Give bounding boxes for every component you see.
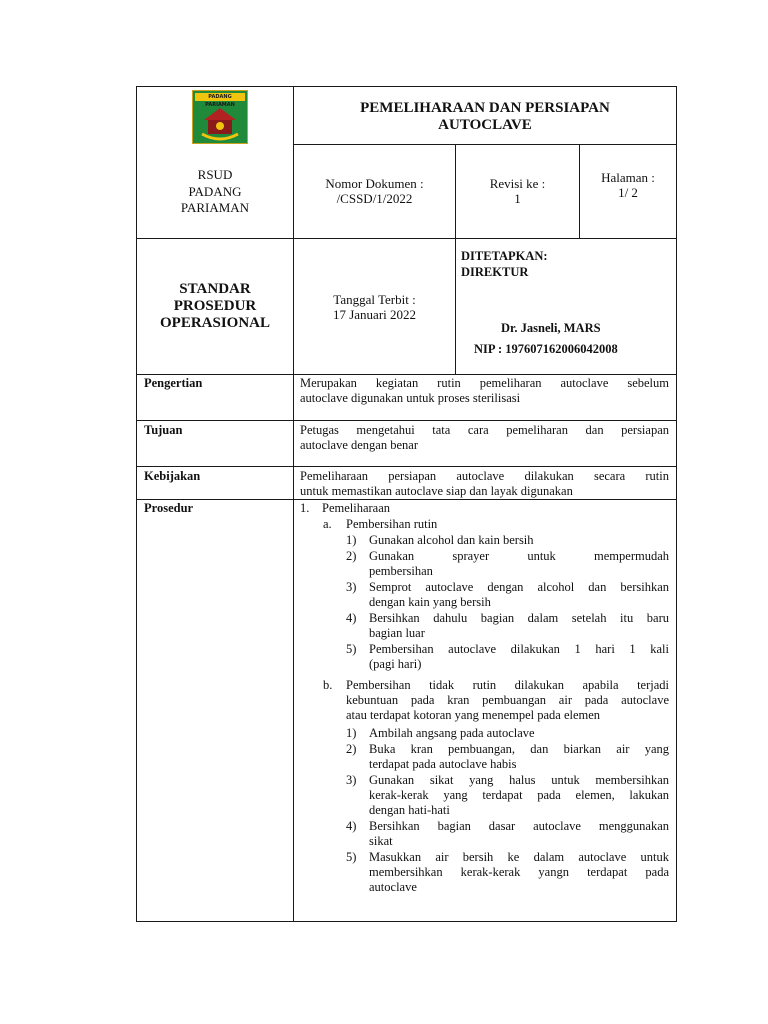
approval-block: DITETAPKAN: DIREKTUR [461, 249, 548, 279]
list-item: 3) Gunakan sikat yang halus untuk membersihkan kerak-kerak yang terdapat pada elemen, lakukan dengan hati-hati [346, 773, 669, 817]
table-border-top [136, 86, 677, 87]
page-number: Halaman : 1/ 2 [601, 170, 655, 200]
director-nip: NIP : 197607162006042008 [474, 342, 618, 356]
list-item: 5) Pembersihan autoclave dilakukan 1 hari 1 kali (pagi hari) [346, 642, 669, 671]
header-divider-middle [136, 238, 677, 239]
sub-b-text: Pembersihan tidak rutin dilakukan apabila terjadi kebuntuan pada kran pembuangan air pada autoclave atau terdapat kotoran yang menempel pada elemen [346, 678, 669, 722]
regency-logo [192, 90, 248, 144]
label-tujuan: Tujuan [144, 423, 183, 437]
list-a [346, 533, 669, 673]
table-border-bottom [136, 921, 677, 922]
list-item: 5) Masukkan air bersih ke dalam autoclave untuk membersihkan kerak-kerak yangn terdapat pada autoclave [346, 850, 669, 894]
header-divider-bottom [136, 374, 677, 375]
sop-title: STANDAR PROSEDUR OPERASIONAL [159, 281, 271, 331]
revision: Revisi ke : 1 [489, 176, 546, 206]
doc-number: Nomor Dokumen : /CSSD/1/2022 [325, 176, 424, 206]
table-divider-main [293, 86, 294, 922]
prosedur-heading-num: 1. [300, 501, 310, 515]
row-divider-kebijakan [136, 466, 677, 467]
text-tujuan: Petugas mengetahui tata cara pemeliharan dan persiapan autoclave dengan benar [300, 423, 669, 452]
director-name: Dr. Jasneli, MARS [501, 321, 601, 335]
list-item: 4) Bersihkan dahulu bagian dalam setelah itu baru bagian luar [346, 611, 669, 640]
sub-a-text: Pembersihan rutin [346, 517, 438, 531]
text-kebijakan: Pemeliharaan persiapan autoclave dilakukan secara rutin untuk memastikan autoclave siap dan layak digunakan [300, 469, 669, 498]
label-prosedur: Prosedur [144, 501, 194, 515]
logo-caption: PADANG PARIAMAN [205, 94, 235, 108]
list-item: 3) Semprot autoclave dengan alcohol dan bersihkan dengan kain yang bersih [346, 580, 669, 609]
list-item: 4) Bersihkan bagian dasar autoclave menggunakan sikat [346, 819, 669, 848]
list-item: 2) Buka kran pembuangan, dan biarkan air yang terdapat pada autoclave habis [346, 742, 669, 771]
label-pengertian: Pengertian [144, 376, 203, 390]
table-border-right [676, 86, 677, 922]
issue-date: Tanggal Terbit : 17 Januari 2022 [332, 292, 417, 322]
label-kebijakan: Kebijakan [144, 469, 201, 483]
row-divider-tujuan [136, 420, 677, 421]
sub-b-num: b. [323, 678, 333, 692]
list-item: 1) Gunakan alcohol dan kain bersih [346, 533, 534, 547]
text-pengertian: Merupakan kegiatan rutin pemeliharan autoclave sebelum autoclave digunakan untuk proses sterilisasi [300, 376, 669, 405]
row-divider-prosedur [136, 499, 677, 500]
header-divider-title [293, 144, 677, 145]
list-item: 1) Ambilah angsang pada autoclave [346, 726, 535, 740]
list-b [346, 726, 669, 896]
sub-a-num: a. [323, 517, 332, 531]
institution-name: RSUD PADANG PARIAMAN [180, 167, 250, 215]
document-title: PEMELIHARAAN DAN PERSIAPAN AUTOCLAVE [360, 100, 610, 133]
prosedur-heading: Pemeliharaan [322, 501, 391, 515]
list-item: 2) Gunakan sprayer untuk mempermudah pembersihan [346, 549, 669, 578]
